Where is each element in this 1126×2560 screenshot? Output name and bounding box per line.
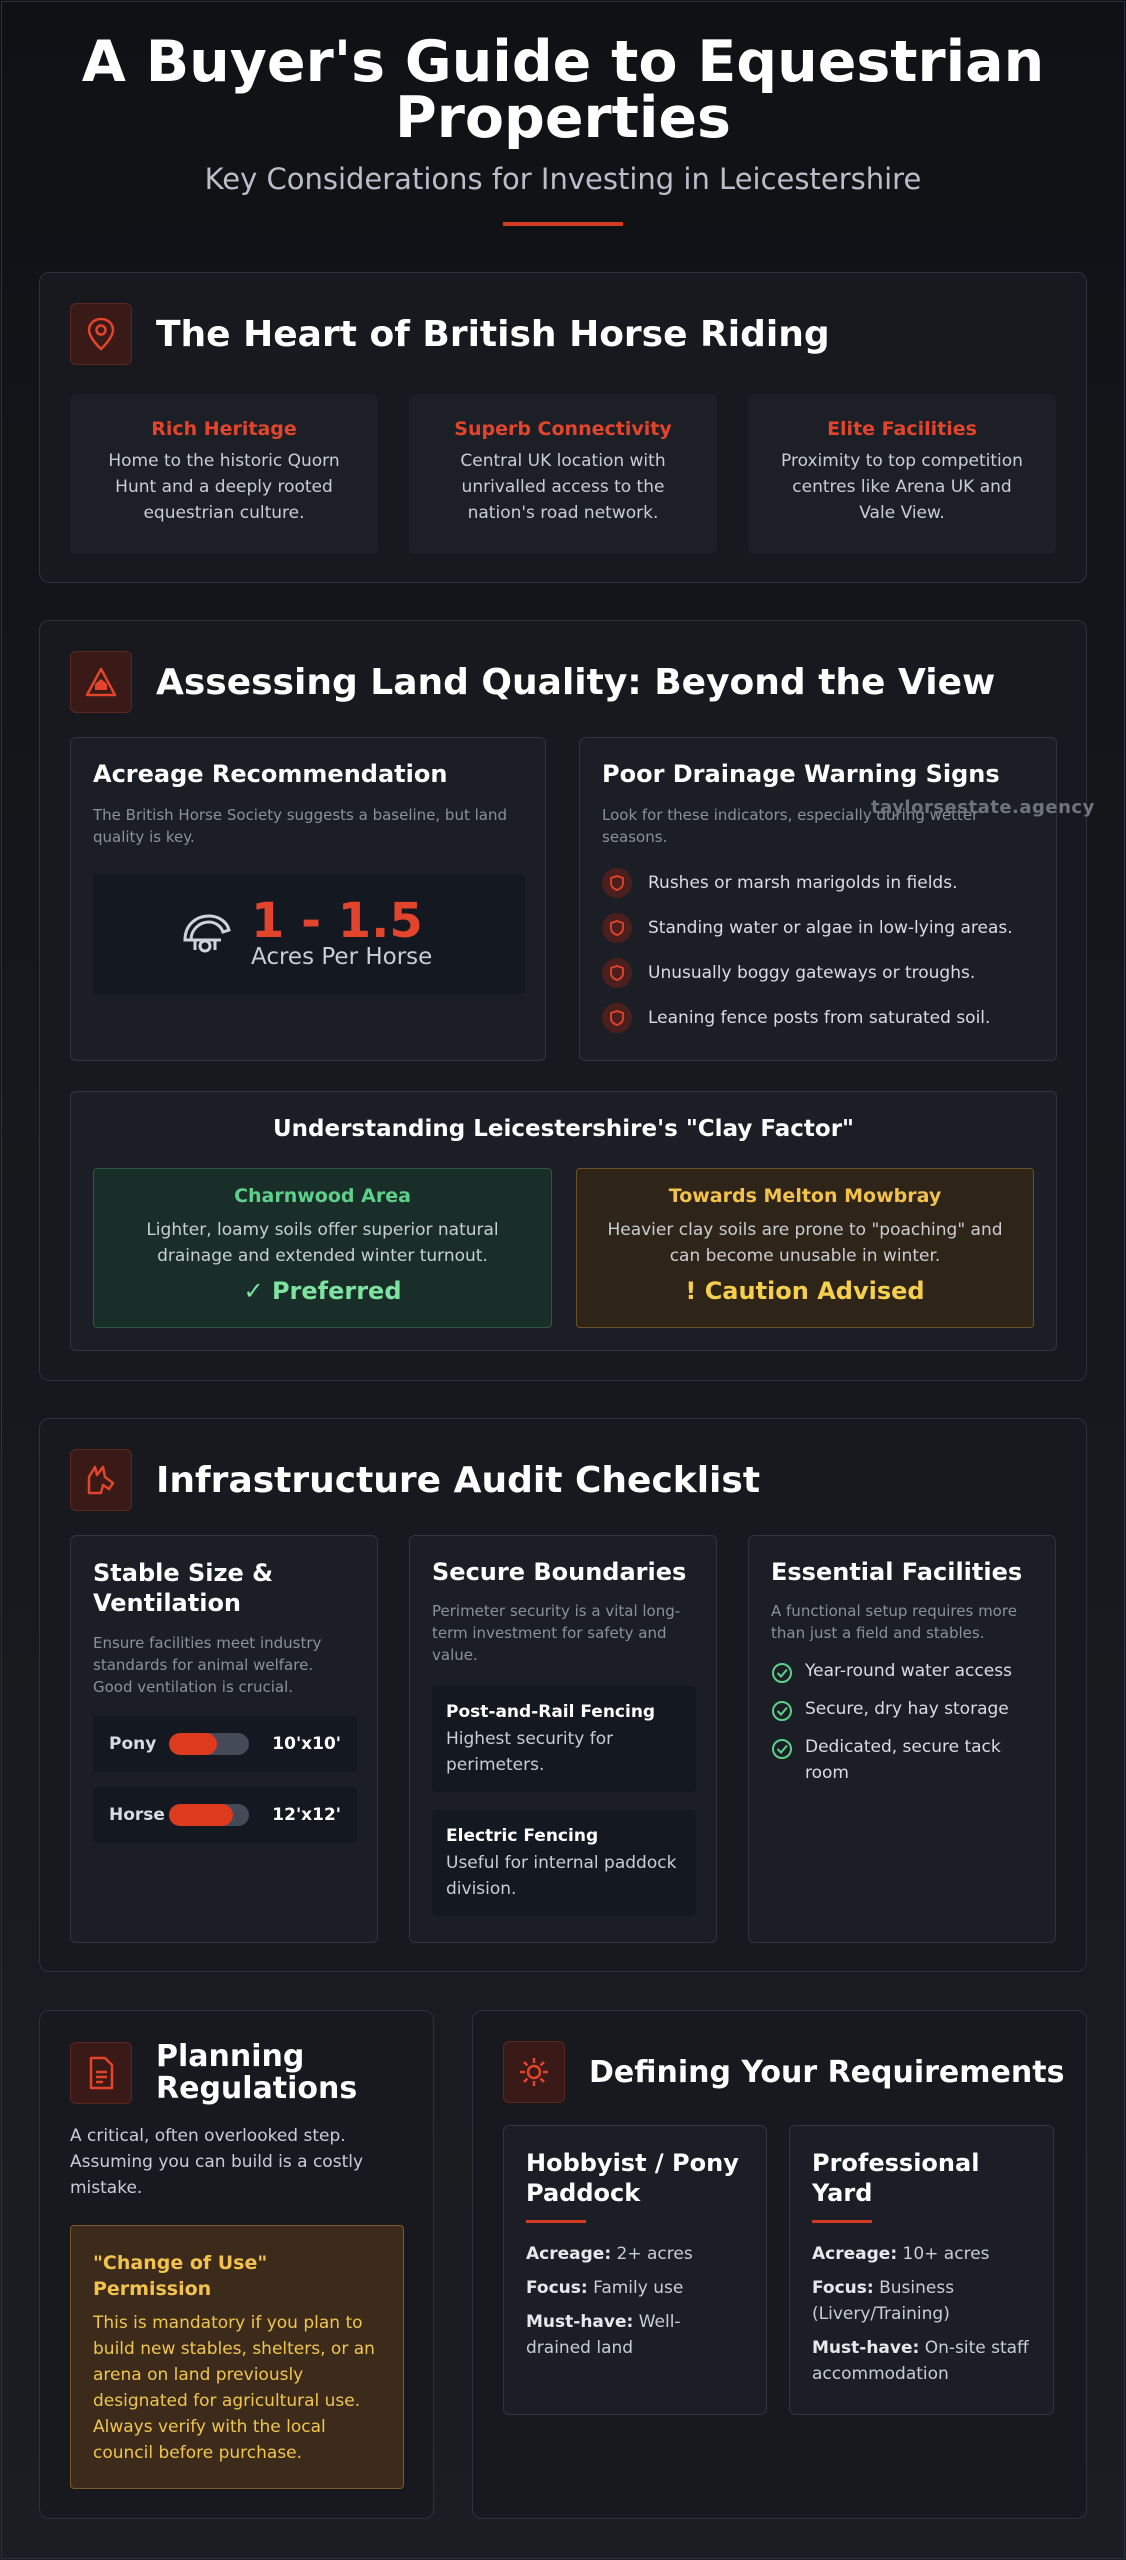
- acreage-unit: Acres Per Horse: [251, 944, 433, 970]
- stable-panel: [70, 1535, 378, 1943]
- list-item: Leaning fence posts from saturated soil.: [602, 995, 1032, 1040]
- infra-title: Infrastructure Audit Checklist: [156, 1459, 761, 1501]
- fence-post-rail: [432, 1686, 696, 1792]
- facilities-note: A functional setup requires more than just a field and stables.: [771, 1602, 1017, 1642]
- requirement-title: Professional Yard: [812, 2149, 980, 2207]
- tile-text: Home to the historic Quorn Hunt and a deeply rooted equestrian culture.: [108, 451, 340, 523]
- fence-title: Electric Fencing: [446, 1826, 599, 1846]
- size-row-pony: [93, 1716, 357, 1772]
- requirement-title: Hobbyist / Pony Paddock: [526, 2149, 739, 2207]
- tile-title: Superb Connectivity: [454, 418, 672, 440]
- soil-text: Heavier clay soils are prone to "poaching" and can become unusable in winter.: [607, 1220, 1003, 1266]
- size-value: 12'x12': [272, 1805, 341, 1825]
- permit-text: This is mandatory if you plan to build new stables, shelters, or an arena on land previously designated for agricultural use. Always verify with the local council before purchase.: [93, 2313, 375, 2463]
- requirement-must-have: Must-have: On-site staff accommodation: [812, 2338, 1029, 2384]
- soil-melton: [576, 1168, 1034, 1328]
- fence-text: Highest security for perimeters.: [446, 1729, 614, 1775]
- title-underline: [526, 2220, 586, 2223]
- heart-title: The Heart of British Horse Riding: [156, 313, 830, 355]
- size-fill: [169, 1804, 233, 1826]
- stable-note: Ensure facilities meet industry standards for animal welfare. Good ventilation is crucial.: [93, 1634, 322, 1696]
- requirement-professional: [789, 2125, 1054, 2415]
- drainage-list: [602, 860, 1032, 1040]
- gear-icon: [503, 2041, 565, 2103]
- land-title: Assessing Land Quality: Beyond the View: [156, 661, 996, 703]
- list-item: Standing water or algae in low-lying areas.: [602, 905, 1032, 950]
- drainage-title: Poor Drainage Warning Signs: [602, 760, 1000, 788]
- requirement-focus: Focus: Business (Livery/Training): [812, 2278, 955, 2324]
- tile-title: Rich Heritage: [151, 418, 297, 440]
- fence-electric: [432, 1810, 696, 1916]
- acreage-value: 1 - 1.5: [251, 893, 423, 949]
- size-row-horse: [93, 1787, 357, 1843]
- permit-box: [70, 2225, 404, 2489]
- soil-charnwood: [93, 1168, 552, 1328]
- stable-title: Stable Size & Ventilation: [93, 1559, 274, 1617]
- heart-tile-facilities: [748, 394, 1056, 554]
- shield-icon: [602, 958, 632, 988]
- size-label: Pony: [109, 1734, 157, 1754]
- check-circle-icon: [771, 1738, 793, 1760]
- permit-title: "Change of Use" Permission: [93, 2252, 268, 2300]
- page-subtitle: Key Considerations for Investing in Leicestershire: [204, 162, 922, 196]
- list-item: Unusually boggy gateways or troughs.: [602, 950, 1032, 995]
- requirement-hobbyist: [503, 2125, 767, 2415]
- acreage-title: Acreage Recommendation: [93, 760, 448, 788]
- size-label: Horse: [109, 1805, 165, 1825]
- list-item: Year-round water access: [771, 1658, 1035, 1684]
- planning-text: A critical, often overlooked step. Assuming you can build is a costly mistake.: [70, 2126, 364, 2198]
- soil-text: Lighter, loamy soils offer superior natural drainage and extended winter turnout.: [146, 1220, 499, 1266]
- fence-text: Useful for internal paddock division.: [446, 1853, 677, 1899]
- horse-icon: [177, 910, 233, 958]
- heart-section: [39, 272, 1087, 583]
- heart-tile-heritage: [70, 394, 378, 554]
- warning-house-icon: [70, 651, 132, 713]
- check-circle-icon: [771, 1700, 793, 1722]
- tile-title: Elite Facilities: [827, 418, 977, 440]
- planning-title: Planning Regulations: [156, 2039, 358, 2106]
- shield-icon: [602, 868, 632, 898]
- size-value: 10'x10': [272, 1734, 341, 1754]
- title-underline: [812, 2220, 872, 2223]
- acreage-note: The British Horse Society suggests a baseline, but land quality is key.: [93, 806, 507, 846]
- boundaries-panel: [409, 1535, 717, 1943]
- land-section: [39, 620, 1087, 1381]
- requirement-focus: Focus: Family use: [526, 2278, 684, 2298]
- watermark: taylorsestate.agency: [871, 797, 1095, 818]
- acreage-stat: [93, 874, 525, 994]
- check-circle-icon: [771, 1662, 793, 1684]
- requirement-must-have: Must-have: Well-drained land: [526, 2312, 681, 2358]
- clay-title: Understanding Leicestershire's "Clay Factor": [272, 1116, 855, 1142]
- drainage-panel: [579, 737, 1057, 1061]
- size-bar: [169, 1733, 249, 1755]
- soil-title: Charnwood Area: [234, 1185, 411, 1207]
- document-icon: [70, 2042, 132, 2104]
- requirements-title: Defining Your Requirements: [589, 2054, 1065, 2090]
- tile-text: Central UK location with unrivalled access to the nation's road network.: [460, 451, 666, 523]
- horse-head-icon: [70, 1449, 132, 1511]
- facilities-title: Essential Facilities: [771, 1558, 1023, 1586]
- size-bar: [169, 1804, 249, 1826]
- requirements-section: [472, 2010, 1087, 2519]
- facilities-list: [771, 1658, 1035, 1786]
- verdict-preferred: ✓ Preferred: [243, 1277, 402, 1305]
- list-item: Secure, dry hay storage: [771, 1696, 1035, 1722]
- heart-tile-connectivity: [409, 394, 717, 554]
- facilities-panel: [748, 1535, 1056, 1943]
- page-title: A Buyer's Guide to Equestrian Properties: [81, 29, 1045, 151]
- requirement-acreage: Acreage: 10+ acres: [812, 2244, 990, 2264]
- drainage-note: Look for these indicators, especially during wetter seasons.: [602, 806, 979, 846]
- fence-title: Post-and-Rail Fencing: [446, 1702, 656, 1722]
- shield-icon: [602, 1003, 632, 1033]
- soil-title: Towards Melton Mowbray: [668, 1185, 942, 1207]
- boundaries-note: Perimeter security is a vital long-term investment for safety and value.: [432, 1602, 681, 1664]
- tile-text: Proximity to top competition centres like Arena UK and Vale View.: [781, 451, 1023, 523]
- shield-icon: [602, 913, 632, 943]
- verdict-caution: ! Caution Advised: [685, 1277, 925, 1305]
- map-pin-icon: [70, 303, 132, 365]
- infra-section: [39, 1418, 1087, 1972]
- planning-section: [39, 2010, 434, 2519]
- list-item: Rushes or marsh marigolds in fields.: [602, 860, 1032, 905]
- list-item: Dedicated, secure tack room: [771, 1734, 1035, 1786]
- boundaries-title: Secure Boundaries: [432, 1558, 687, 1586]
- size-fill: [169, 1733, 217, 1755]
- acreage-panel: [70, 737, 546, 1061]
- requirement-acreage: Acreage: 2+ acres: [526, 2244, 693, 2264]
- clay-panel: [70, 1091, 1057, 1351]
